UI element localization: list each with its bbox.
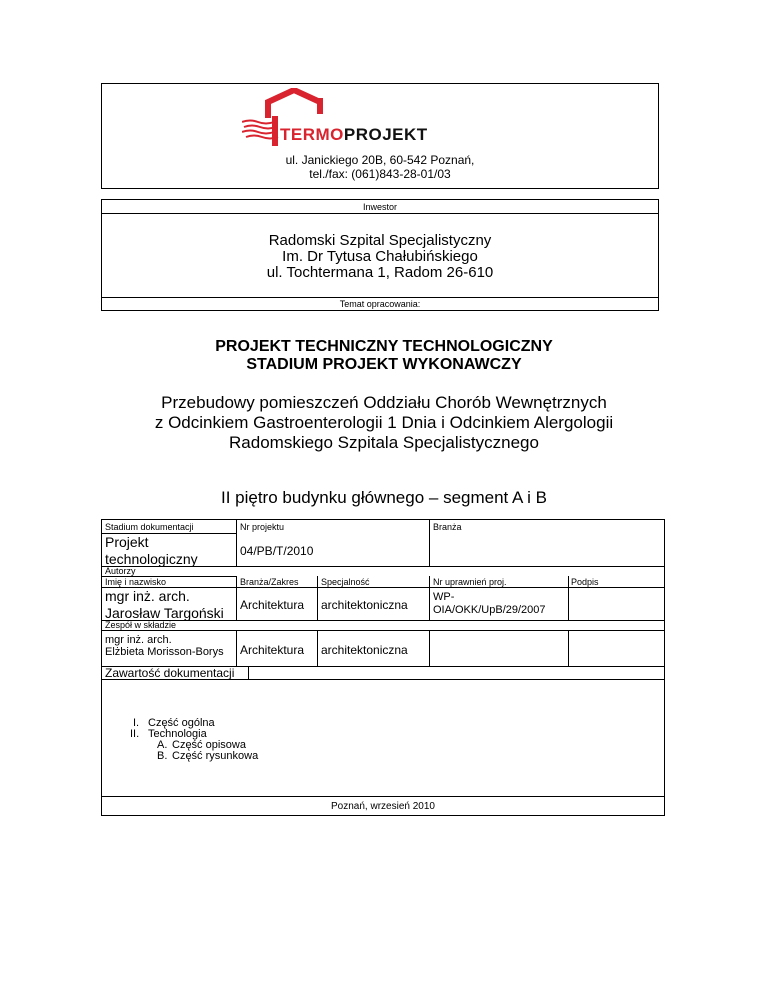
license-column-label: Nr uprawnień proj. bbox=[433, 577, 507, 587]
team-label: Zespół w składzie bbox=[105, 620, 177, 630]
topic-label: Temat opracowania: bbox=[339, 299, 421, 309]
team-member-name: mgr inż. arch. Elżbieta Morisson-Borys bbox=[105, 634, 224, 658]
scope-column-label: Branża/Zakres bbox=[240, 577, 299, 587]
subtitle-line-2: z Odcinkiem Gastroenterologii 1 Dnia i Odcinkiem Alergologii bbox=[154, 413, 614, 432]
investor-box bbox=[101, 199, 659, 311]
title-line-2: STADIUM PROJEKT WYKONAWCZY bbox=[246, 356, 522, 373]
document-subtitle bbox=[0, 393, 768, 453]
investor-address: ul. Tochtermana 1, Radom 26-610 bbox=[266, 264, 494, 281]
floor-description: II piętro budynku głównego – segment A i B bbox=[220, 488, 548, 507]
logo-wordmark bbox=[280, 125, 500, 145]
branza-label: Branża bbox=[433, 522, 462, 532]
documentation-table: Stadium dokumentacji Nr projektu Branża Projekt technologiczny 04/PB/T/2010 Autorzy Imię i nazwisko Branża/Zakres Specjalność Nr uprawnień proj. Podpis mgr inż. arch. Jarosław Targoński Architektura architektoniczna WP- OIA/OKK/UpB/29/2007 Zespół w składzie mgr inż. arch. Elżbieta Morisson-Borys Architektura architektoniczna Zawartość dokumentacji I. Część ogólna II. Technologia A. Część opisowa B. Część rysunkowa Poznań, wrzesień 2010 bbox=[101, 519, 665, 816]
logo-projekt: PROJEKT bbox=[343, 125, 428, 144]
company-address: ul. Janickiego 20B, 60-542 Poznań, bbox=[285, 153, 475, 167]
author-license: WP- OIA/OKK/UpB/29/2007 bbox=[433, 591, 546, 616]
document-title bbox=[0, 338, 768, 374]
author-specialty: architektoniczna bbox=[321, 598, 408, 612]
stadium-label: Stadium dokumentacji bbox=[105, 522, 194, 532]
team-member-specialty: architektoniczna bbox=[321, 643, 408, 657]
header-box bbox=[101, 83, 659, 189]
investor-name: Radomski Szpital Specjalistyczny bbox=[268, 232, 492, 249]
specialty-column-label: Specjalność bbox=[321, 577, 370, 587]
author-scope: Architektura bbox=[240, 598, 305, 612]
company-phone: tel./fax: (061)843-28-01/03 bbox=[309, 167, 451, 181]
logo-termo: TERMO bbox=[280, 125, 344, 144]
authors-label: Autorzy bbox=[105, 566, 136, 576]
investor-patron: Im. Dr Tytusa Chałubińskiego bbox=[282, 248, 478, 265]
author-name: mgr inż. arch. Jarosław Targoński bbox=[105, 588, 224, 621]
team-member-scope: Architektura bbox=[240, 643, 305, 657]
project-number-value: 04/PB/T/2010 bbox=[240, 544, 314, 558]
stadium-value: Projekt technologiczny bbox=[105, 534, 198, 567]
title-line-1: PROJEKT TECHNICZNY TECHNOLOGICZNY bbox=[215, 338, 553, 355]
signature-column-label: Podpis bbox=[571, 577, 599, 587]
place-date: Poznań, wrzesień 2010 bbox=[331, 801, 435, 812]
subtitle-line-3: Radomskiego Szpitala Specjalistycznego bbox=[229, 433, 539, 452]
subtitle-line-1: Przebudowy pomieszczeń Oddziału Chorób Wewnętrznych bbox=[161, 393, 607, 412]
contents-label: Zawartość dokumentacji bbox=[105, 666, 235, 680]
investor-label: Inwestor bbox=[362, 202, 397, 212]
name-column-label: Imię i nazwisko bbox=[105, 577, 167, 587]
project-number-label: Nr projektu bbox=[240, 522, 285, 532]
